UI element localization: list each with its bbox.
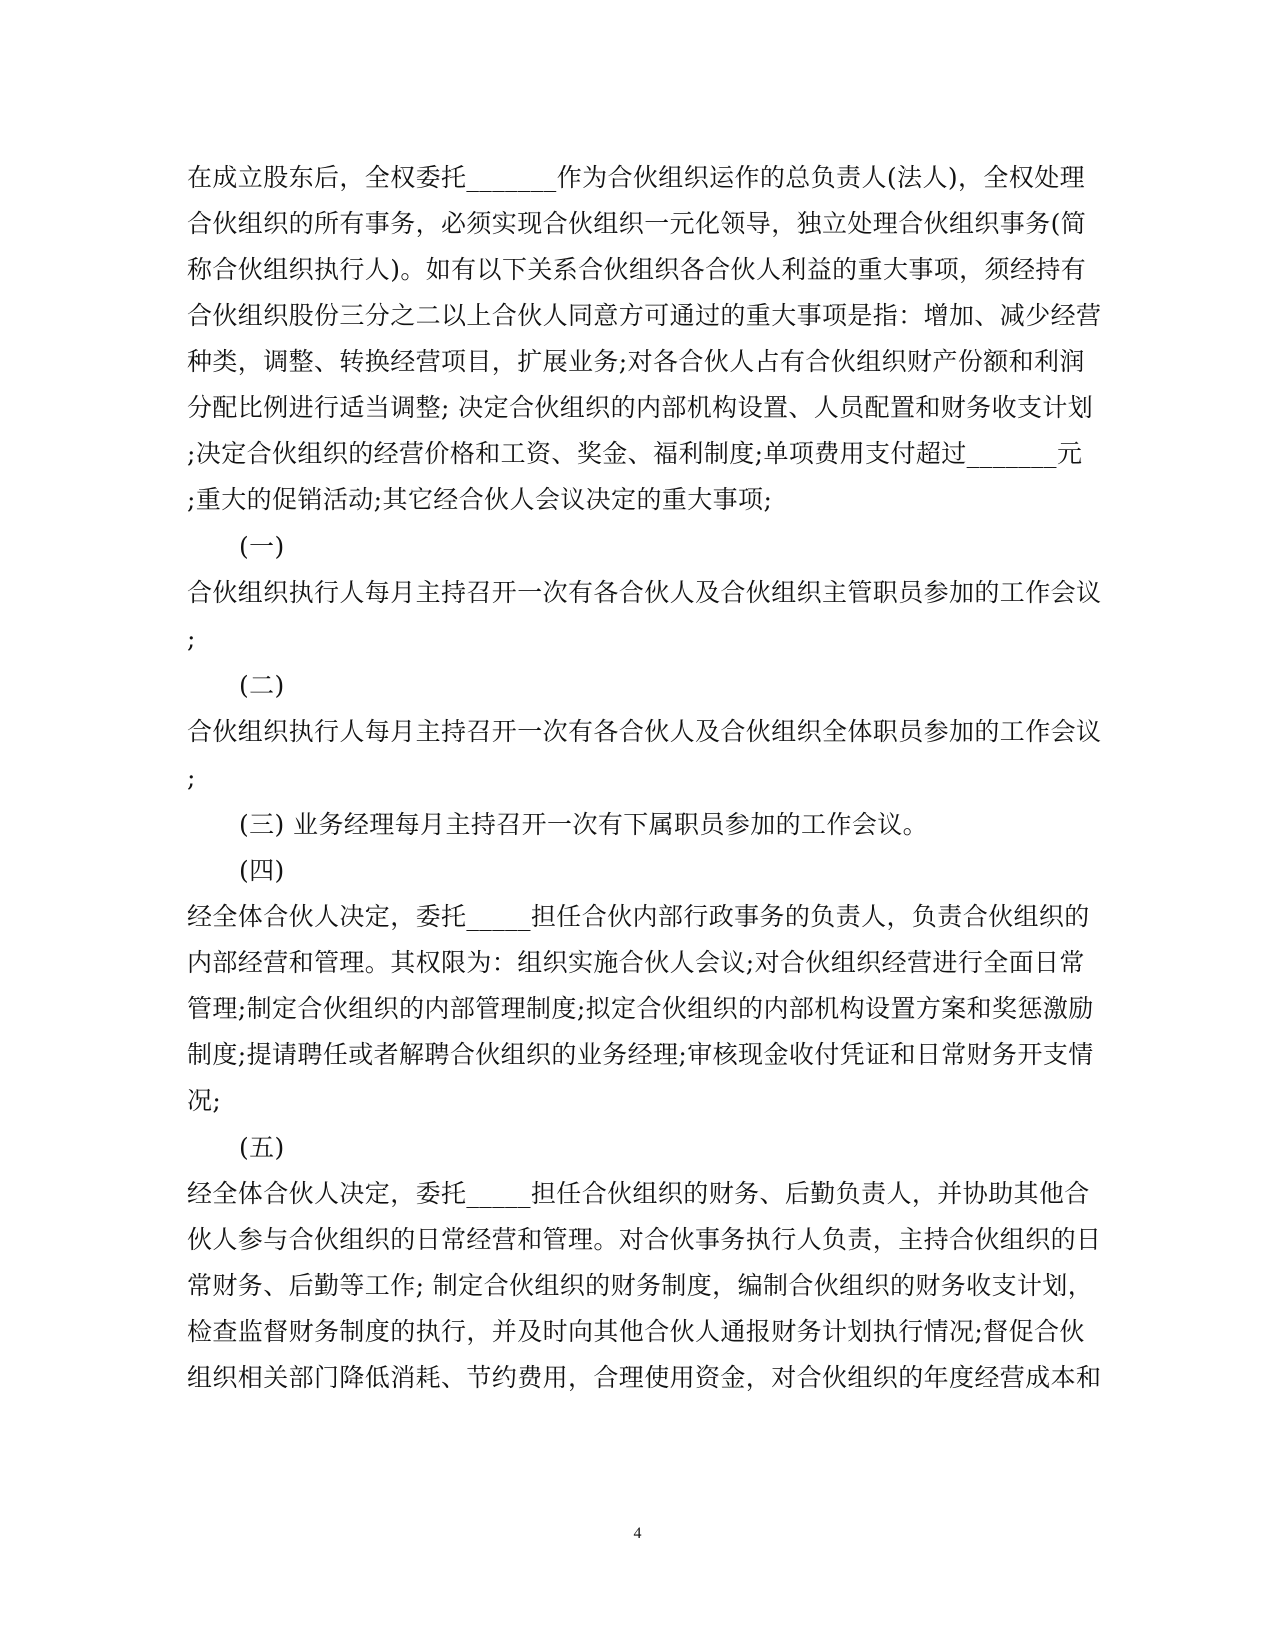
section-heading: (五)	[239, 1133, 285, 1162]
text-line: 制度;提请聘任或者解聘合伙组织的业务经理;审核现金收付凭证和日常财务开支情	[187, 1040, 1094, 1069]
text-line: 况;	[187, 1086, 222, 1115]
text-line: 称合伙组织执行人)。如有以下关系合伙组织各合伙人利益的重大事项，须经持有	[187, 255, 1087, 284]
text-line: 合伙组织股份三分之二以上合伙人同意方可通过的重大事项是指：增加、减少经营	[187, 301, 1102, 330]
text-line: 经全体合伙人决定，委托_____担任合伙组织的财务、后勤负责人，并协助其他合	[187, 1179, 1090, 1208]
text-line: ;决定合伙组织的经营价格和工资、奖金、福利制度;单项费用支付超过_______元	[187, 439, 1083, 468]
text-line: 种类，调整、转换经营项目，扩展业务;对各合伙人占有合伙组织财产份额和利润	[187, 347, 1085, 376]
text-line: 经全体合伙人决定，委托_____担任合伙内部行政事务的负责人，负责合伙组织的	[187, 902, 1090, 931]
page-number: 4	[633, 1525, 642, 1542]
text-line: ;重大的促销活动;其它经合伙人会议决定的重大事项;	[187, 485, 773, 514]
text-line: ;	[187, 624, 196, 653]
text-line: 合伙组织执行人每月主持召开一次有各合伙人及合伙组织主管职员参加的工作会议	[187, 578, 1102, 607]
text-line: 管理;制定合伙组织的内部管理制度;拟定合伙组织的内部机构设置方案和奖惩激励	[187, 994, 1094, 1023]
text-line: 内部经营和管理。其权限为：组织实施合伙人会议;对合伙组织经营进行全面日常	[187, 948, 1085, 977]
text-line: 常财务、后勤等工作; 制定合伙组织的财务制度，编制合伙组织的财务收支计划，	[187, 1271, 1094, 1300]
text-line: ;	[187, 763, 196, 792]
text-line: 合伙组织执行人每月主持召开一次有各合伙人及合伙组织全体职员参加的工作会议	[187, 717, 1102, 746]
section-heading: (一)	[239, 532, 285, 561]
text-line: 分配比例进行适当调整; 决定合伙组织的内部机构设置、人员配置和财务收支计划	[187, 393, 1094, 422]
text-line: 在成立股东后，全权委托_______作为合伙组织运作的总负责人(法人)，全权处理	[187, 163, 1086, 192]
text-line: 组织相关部门降低消耗、节约费用，合理使用资金，对合伙组织的年度经营成本和	[187, 1363, 1102, 1392]
section-heading: (三) 业务经理每月主持召开一次有下属职员参加的工作会议。	[239, 810, 929, 839]
text-line: 合伙组织的所有事务，必须实现合伙组织一元化领导，独立处理合伙组织事务(简	[187, 209, 1087, 238]
section-heading: (四)	[239, 856, 285, 885]
text-line: 检查监督财务制度的执行，并及时向其他合伙人通报财务计划执行情况;督促合伙	[187, 1317, 1085, 1346]
text-line: 伙人参与合伙组织的日常经营和管理。对合伙事务执行人负责，主持合伙组织的日	[187, 1225, 1102, 1254]
section-heading: (二)	[239, 671, 285, 700]
